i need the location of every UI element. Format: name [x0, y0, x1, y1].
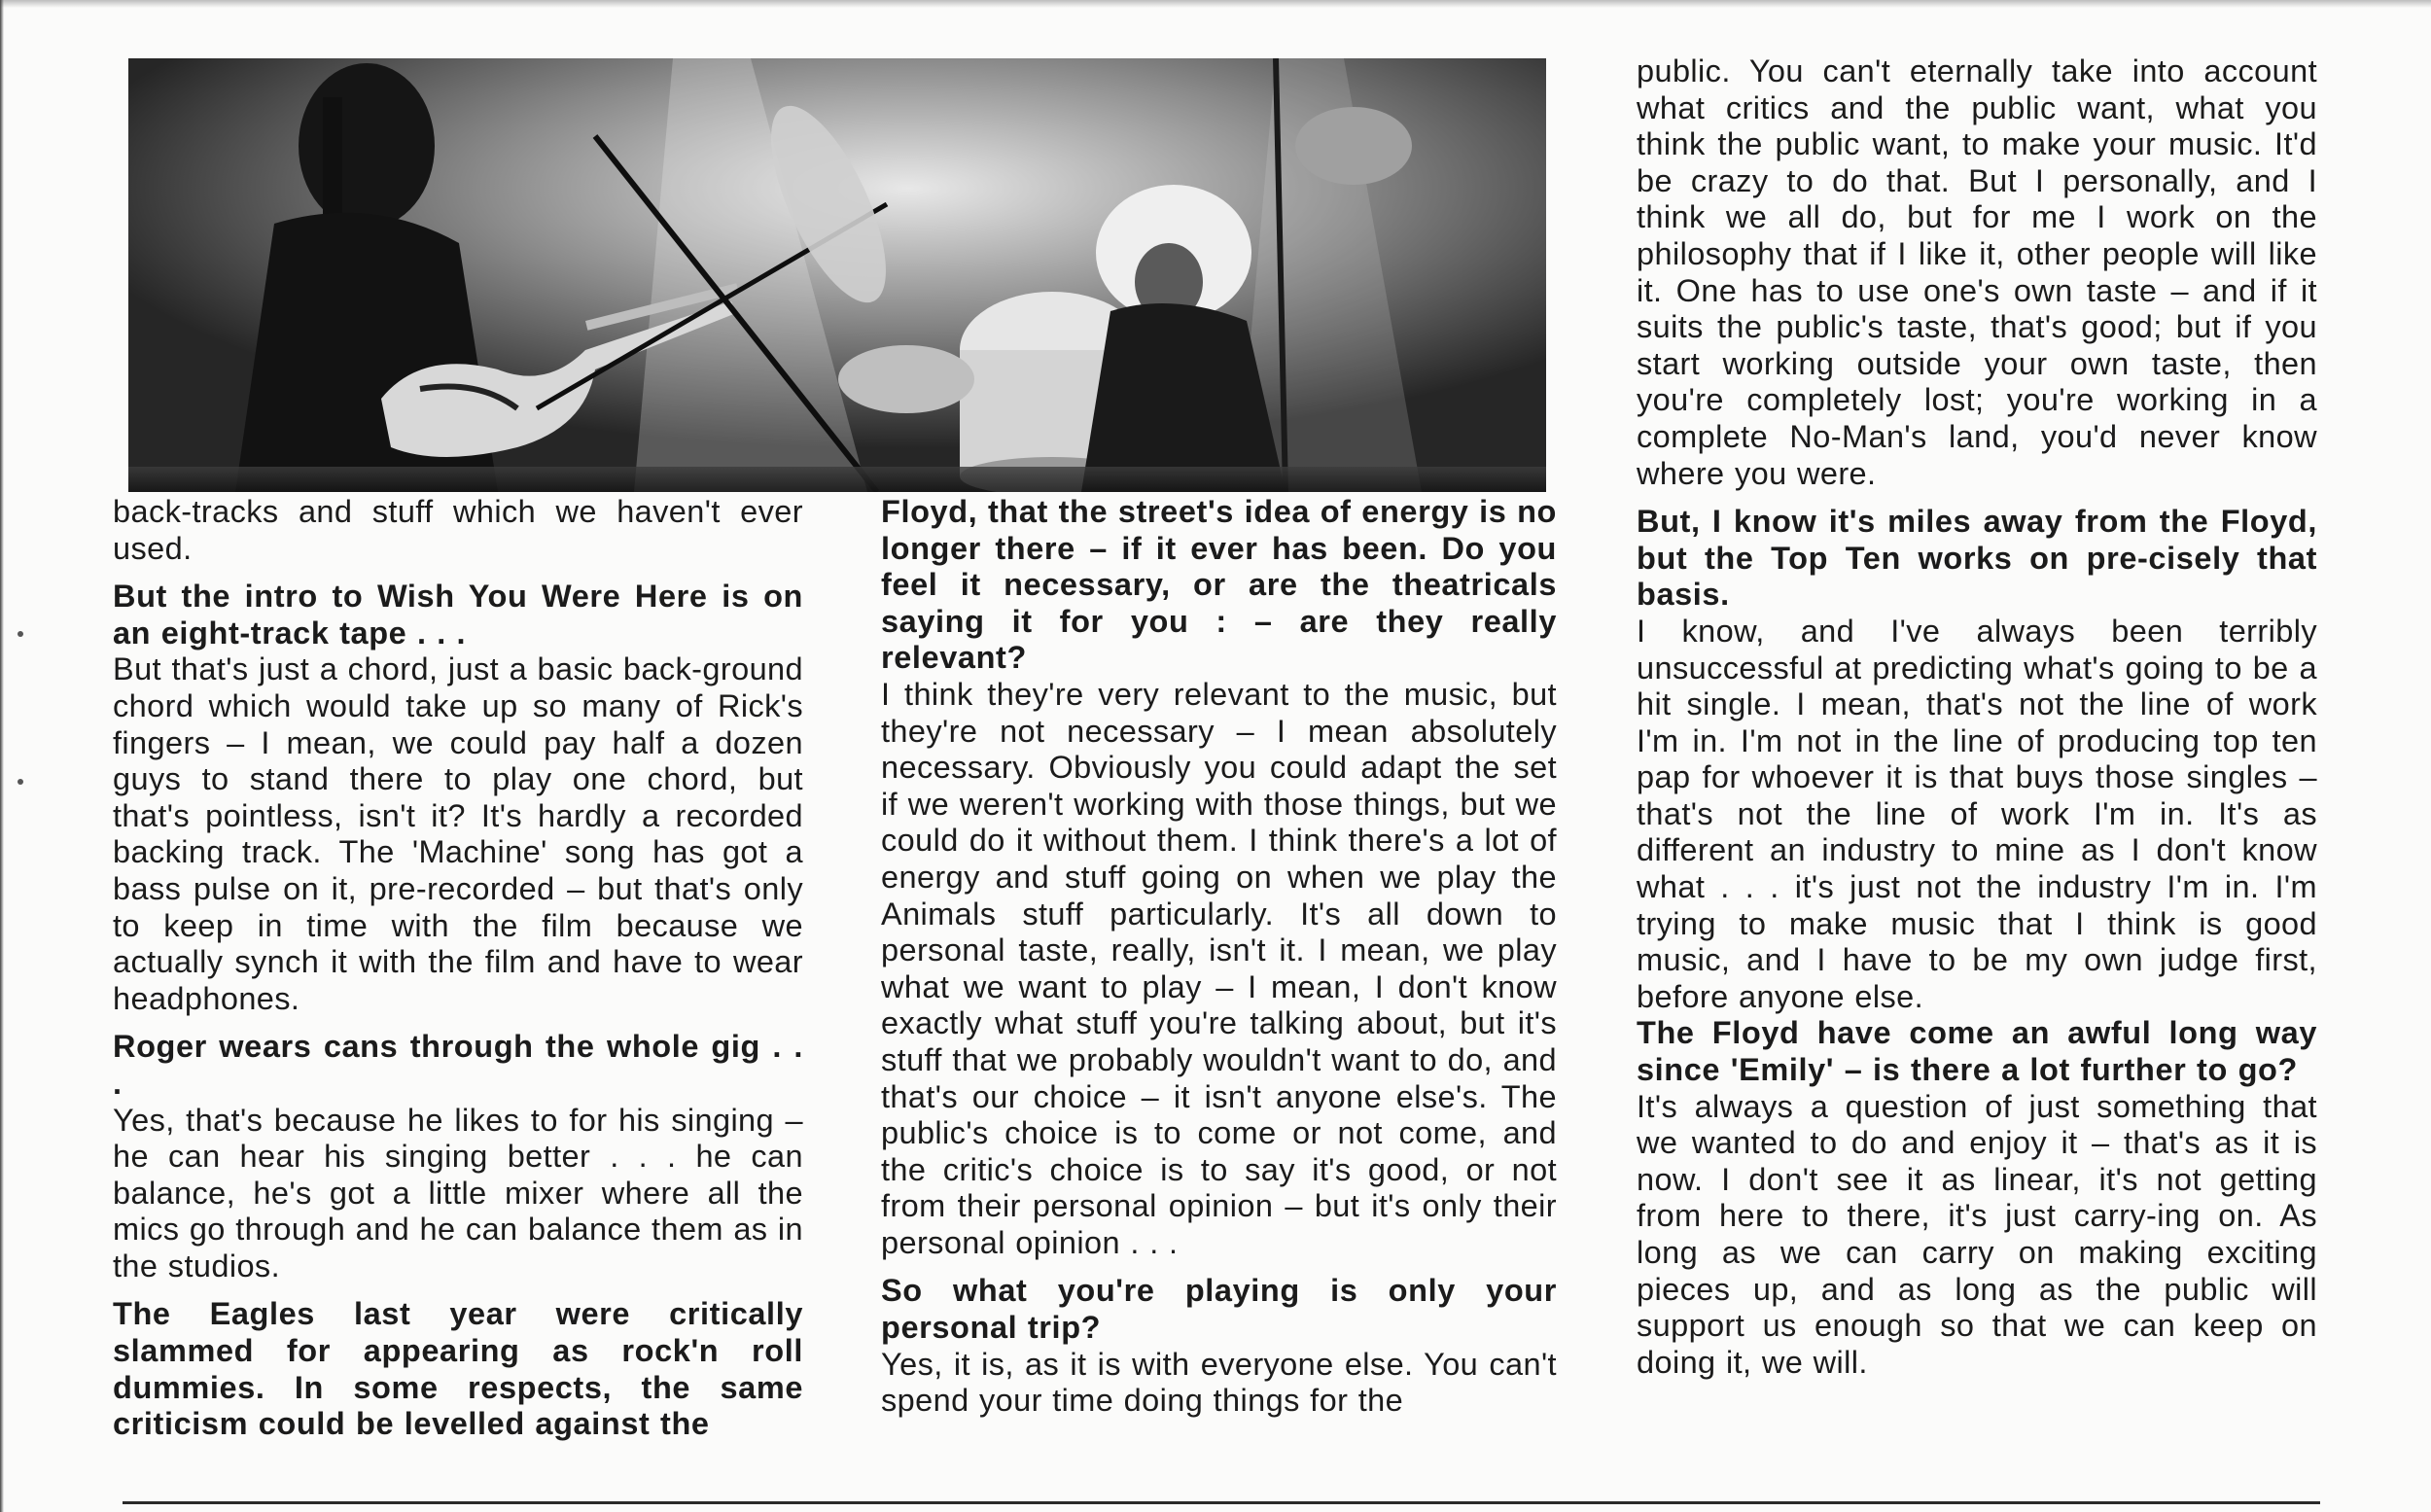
question-paragraph: But the intro to Wish You Were Here is on an eight-track tape . . .	[113, 579, 803, 651]
page-top-shadow	[0, 0, 2431, 8]
question-paragraph: The Floyd have come an awful long way since 'Emily' – is there a lot further to go?	[1637, 1015, 2317, 1088]
question-paragraph: But, I know it's miles away from the Floyd, but the Top Ten works on pre-cisely that basis.	[1637, 504, 2317, 613]
band-on-stage-photo-icon	[128, 58, 1546, 492]
band-on-stage-photo	[128, 58, 1546, 492]
answer-paragraph: It's always a question of just something that we wanted to do and enjoy it – that's as it is now. I don't see it as linear, it's not getting from here to there, it's just carry-ing on. As long as we can carry on making exciting pieces up, and as long as the public will support us enough so that we can keep on doing it, we will.	[1637, 1088, 2317, 1380]
text-column-3	[1637, 53, 2317, 1381]
margin-mark	[18, 779, 23, 785]
bottom-rule	[123, 1501, 2320, 1504]
margin-mark	[18, 631, 23, 637]
page-left-edge	[0, 0, 4, 1512]
question-paragraph: The Eagles last year were critically slammed for appearing as rock'n roll dummies. In some respects, the same criticism could be levelled against the	[113, 1296, 803, 1442]
question-paragraph: So what you're playing is only your personal trip?	[881, 1273, 1557, 1346]
answer-paragraph: Yes, that's because he likes to for his singing – he can hear his singing better . . . he can balance, he's got a little mixer where all the mics go through and he can balance them as in the studios.	[113, 1102, 803, 1283]
answer-paragraph: public. You can't eternally take into account what critics and the public want, what you think the public want, to make your music. It'd be crazy to do that. But I personally, and I think we all do, but for me I work on the philosophy that if I like it, other people will like it. One has to use one's own taste – and if it suits the public's taste, that's good; but if you start working outside your own taste, then you're completely lost; you're working in a complete No-Man's land, you'd never know where you were.	[1637, 53, 2317, 491]
answer-paragraph: But that's just a chord, just a basic back-ground chord which would take up so many of Rick's fingers – I mean, we could pay half a dozen guys to stand there to play one chord, but that's pointless, isn't it? It's hardly a recorded backing track. The 'Machine' song has got a bass pulse on it, pre-recorded – but that's only to keep in time with the film because we actually synch it with the film and have to wear headphones.	[113, 651, 803, 1016]
text-column-1	[113, 494, 803, 1443]
answer-paragraph: I think they're very relevant to the music, but they're not necessary – I mean absolutely necessary. Obviously you could adapt the set if we weren't working with those things, but we could do it without them. I think there's a lot of energy and stuff going on when we play the Animals stuff particularly. It's all down to personal taste, really, isn't it. I mean, we play what we want to play – I mean, I don't know exactly what stuff you're talking about, but it's stuff that we probably wouldn't want to do, and that's our choice – it isn't anyone else's. The public's choice is to come or not come, and the critic's choice is to say it's good, or not from their personal opinion – but it's only their personal opinion . . .	[881, 676, 1557, 1260]
question-paragraph: Floyd, that the street's idea of energy is no longer there – if it ever has been. Do you feel it necessary, or are the theatricals saying it for you : – are they really relevant?	[881, 494, 1557, 676]
answer-paragraph: Yes, it is, as it is with everyone else. You can't spend your time doing things for the	[881, 1346, 1557, 1419]
answer-paragraph: back-tracks and stuff which we haven't ever used.	[113, 494, 803, 566]
answer-paragraph: I know, and I've always been terribly unsuccessful at predicting what's going to be a hit single. I mean, that's not the line of work I'm in. I'm not in the line of producing top ten pap for whoever it is that buys those singles – that's not the line of work I'm in. It's as different an industry to mine as I don't know what . . . it's just not the industry I'm in. I'm trying to make music that I think is good music, and I have to be my own judge first, before anyone else.	[1637, 613, 2317, 1014]
text-column-2	[881, 494, 1557, 1420]
question-paragraph: Roger wears cans through the whole gig . . .	[113, 1029, 803, 1101]
